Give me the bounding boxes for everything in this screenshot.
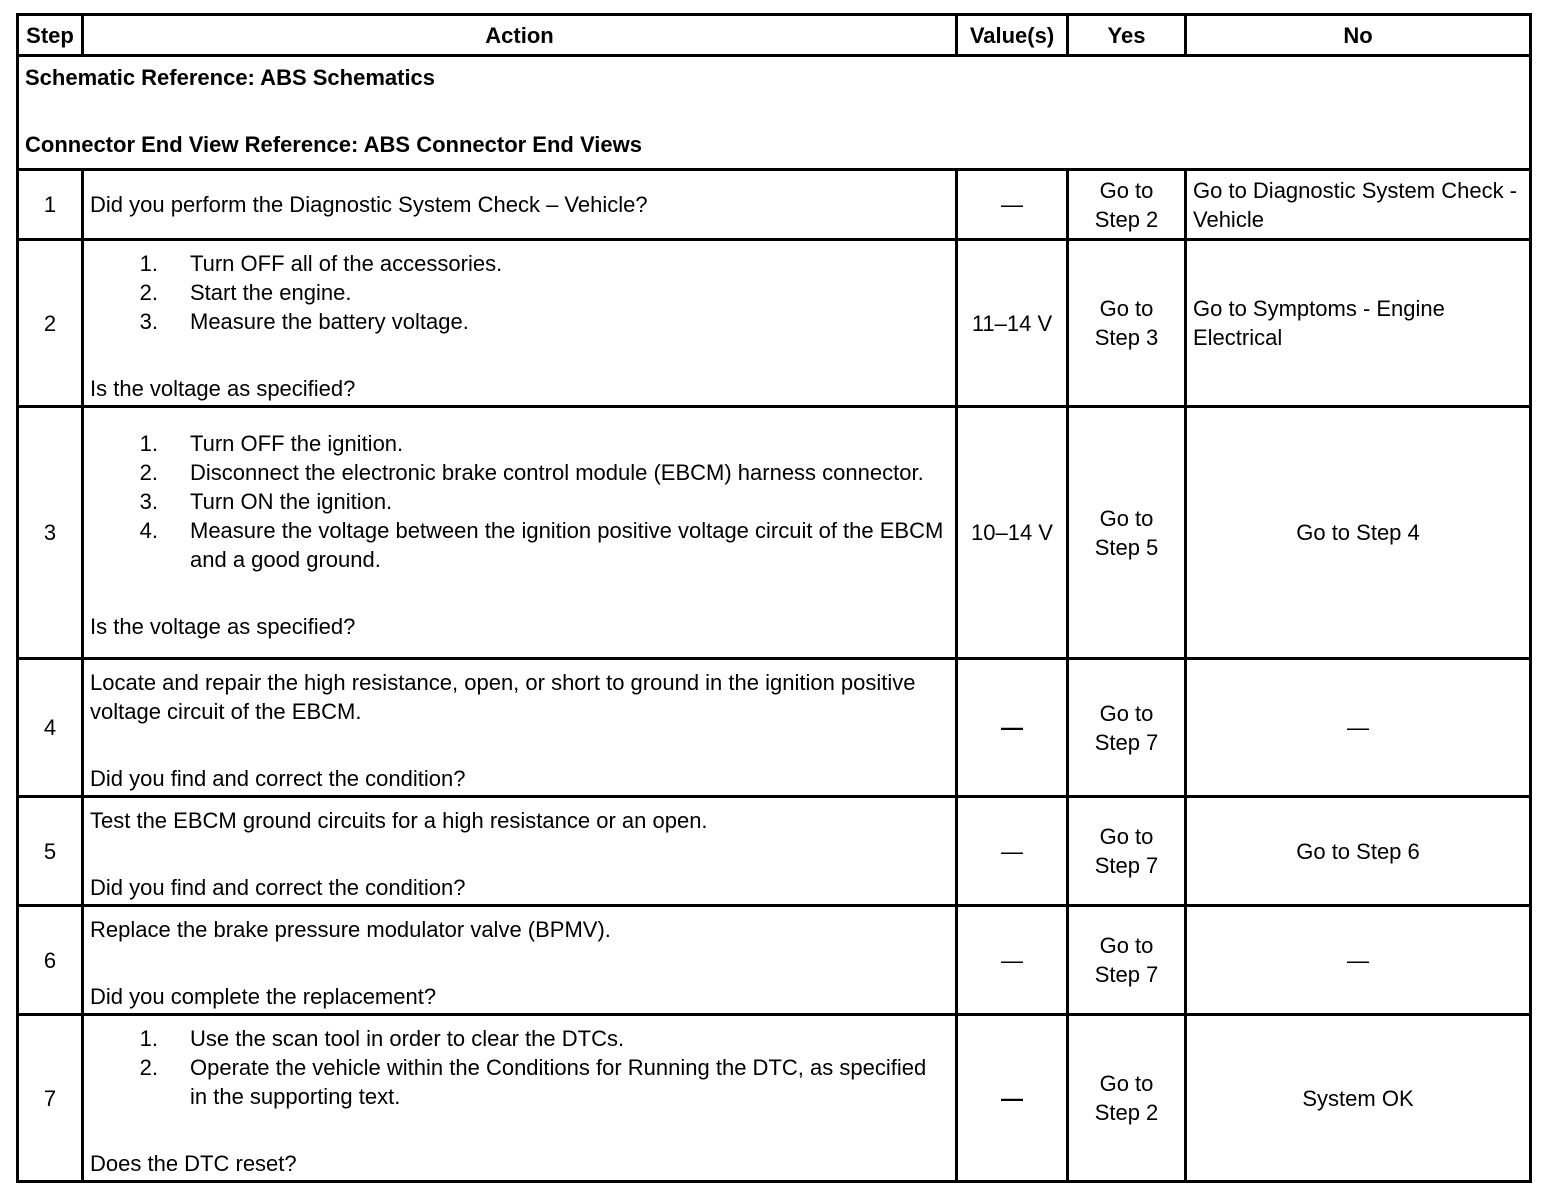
value-cell: — xyxy=(958,798,1069,907)
diagnostic-table xyxy=(16,13,1532,1183)
substep-item: 2. Start the engine. xyxy=(139,279,352,305)
action-intro: Did you perform the Diagnostic System Check – Vehicle? xyxy=(90,192,648,217)
step-row-2 xyxy=(16,241,1532,408)
action-cell xyxy=(84,241,958,408)
yes-cell: Go to Step 3 xyxy=(1069,241,1187,408)
action-question: Is the voltage as specified? xyxy=(90,614,356,639)
header-step: Step xyxy=(16,13,84,57)
yes-cell: Go to Step 7 xyxy=(1069,660,1187,798)
action-intro: Test the EBCM ground circuits for a high resistance or an open. xyxy=(90,807,708,833)
action-cell xyxy=(84,907,958,1016)
no-cell: Go to Symptoms - Engine Electrical xyxy=(1187,241,1532,408)
header-action: Action xyxy=(84,13,958,57)
no-cell: Go to Diagnostic System Check - Vehicle xyxy=(1187,171,1532,241)
no-cell: Go to Step 6 xyxy=(1187,798,1532,907)
reference-row xyxy=(16,57,1532,171)
yes-cell: Go to Step 2 xyxy=(1069,171,1187,241)
step-number: 6 xyxy=(16,907,84,1016)
value-cell: — xyxy=(958,660,1069,798)
step-number: 1 xyxy=(16,171,84,241)
action-cell xyxy=(84,660,958,798)
step-number: 3 xyxy=(16,408,84,660)
substep-item: 2. Operate the vehicle within the Conditions for Running the DTC, as specified in the supporting text. xyxy=(139,1054,927,1109)
action-cell xyxy=(84,1016,958,1183)
value-cell: 11–14 V xyxy=(958,241,1069,408)
yes-cell: Go to Step 5 xyxy=(1069,408,1187,660)
step-number: 7 xyxy=(16,1016,84,1183)
action-question: Did you find and correct the condition? xyxy=(90,874,466,900)
substep-item: 3. Turn ON the ignition. xyxy=(139,489,393,514)
value-cell: — xyxy=(958,1016,1069,1183)
action-cell xyxy=(84,798,958,907)
value-cell: 10–14 V xyxy=(958,408,1069,660)
header-row xyxy=(16,13,1532,57)
step-row-5 xyxy=(16,798,1532,907)
step-row-3 xyxy=(16,408,1532,660)
substep-item: 3. Measure the battery voltage. xyxy=(139,308,469,334)
action-cell xyxy=(84,408,958,660)
step-row-1 xyxy=(16,171,1532,241)
no-cell: — xyxy=(1187,907,1532,1016)
action-intro: Locate and repair the high resistance, open, or short to ground in the ignition positive voltage circuit of the EBCM. xyxy=(90,669,916,724)
action-cell xyxy=(84,171,958,241)
step-number: 4 xyxy=(16,660,84,798)
reference-cell xyxy=(16,57,1532,171)
substep-item: 1. Turn OFF all of the accessories. xyxy=(139,250,503,276)
step-row-7 xyxy=(16,1016,1532,1183)
header-values: Value(s) xyxy=(958,13,1069,57)
schematic-reference: Schematic Reference: ABS Schematics xyxy=(25,65,436,90)
yes-cell: Go to Step 7 xyxy=(1069,798,1187,907)
substep-list xyxy=(90,429,949,574)
no-cell: System OK xyxy=(1187,1016,1532,1183)
connector-reference: Connector End View Reference: ABS Connector End Views xyxy=(25,132,642,157)
action-question: Did you find and correct the condition? xyxy=(90,765,466,791)
action-question: Does the DTC reset? xyxy=(90,1150,297,1176)
substep-list xyxy=(90,249,949,336)
value-cell: — xyxy=(958,171,1069,241)
step-number: 2 xyxy=(16,241,84,408)
substep-item: 2. Disconnect the electronic brake control module (EBCM) harness connector. xyxy=(139,460,924,485)
substep-item: 1. Use the scan tool in order to clear the DTCs. xyxy=(139,1025,625,1051)
step-number: 5 xyxy=(16,798,84,907)
substep-item: 1. Turn OFF the ignition. xyxy=(139,431,404,456)
substep-list xyxy=(90,1024,949,1111)
action-question: Is the voltage as specified? xyxy=(90,375,356,401)
action-intro: Replace the brake pressure modulator valve (BPMV). xyxy=(90,916,611,942)
no-cell: Go to Step 4 xyxy=(1187,408,1532,660)
no-cell: — xyxy=(1187,660,1532,798)
header-no: No xyxy=(1187,13,1532,57)
action-question: Did you complete the replacement? xyxy=(90,983,437,1009)
step-row-6 xyxy=(16,907,1532,1016)
value-cell: — xyxy=(958,907,1069,1016)
yes-cell: Go to Step 2 xyxy=(1069,1016,1187,1183)
yes-cell: Go to Step 7 xyxy=(1069,907,1187,1016)
substep-item: 4. Measure the voltage between the ignition positive voltage circuit of the EBCM and a good ground. xyxy=(139,518,944,572)
step-row-4 xyxy=(16,660,1532,798)
header-yes: Yes xyxy=(1069,13,1187,57)
